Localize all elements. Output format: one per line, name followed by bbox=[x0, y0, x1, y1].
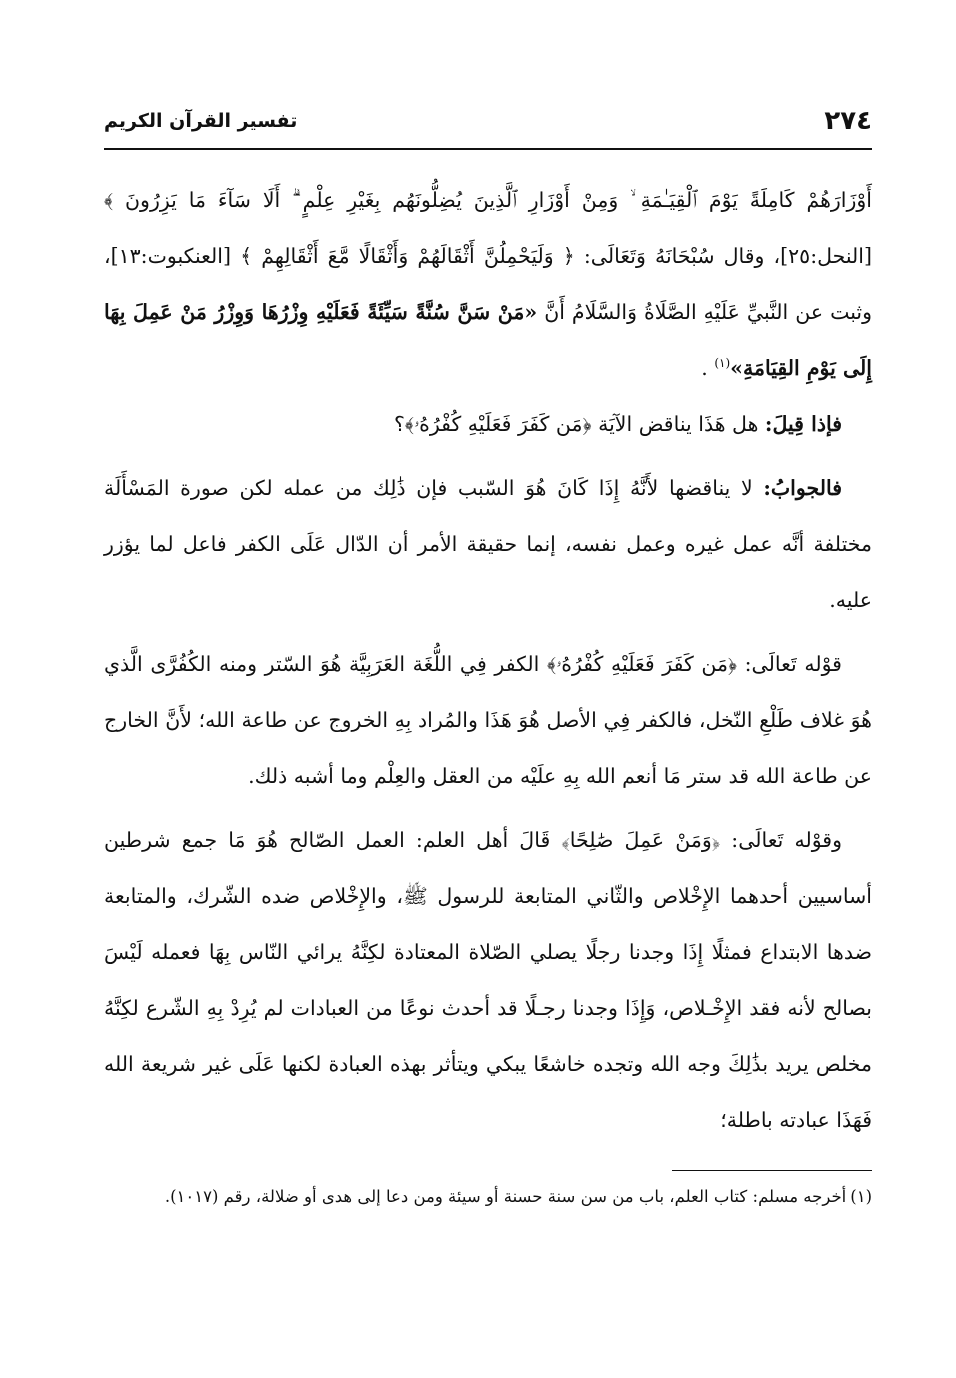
verse-reference: [النحل:٢٥]، وقال سُبْحَانَهُ وَتَعَالَى: bbox=[574, 244, 872, 268]
verse-reference: [العنكبوت:١٣]، وثبت عن النَّبيِّ عَلَيْهِ الصَّلَاةُ وَالسَّلَامُ أَنَّ bbox=[104, 244, 872, 324]
paragraph-2 bbox=[104, 396, 872, 452]
paragraph-5 bbox=[104, 812, 872, 1148]
footnote-mark: (١) bbox=[850, 1187, 872, 1206]
footnote-text: أخرجه مسلم: كتاب العلم، باب من سن سنة حسنة أو سيئة ومن دعا إلى هدى أو ضلالة، رقم (١٠١٧). bbox=[164, 1187, 847, 1206]
paragraph-end: . bbox=[701, 356, 715, 380]
quran-verse: ﴿مَن كَفَرَ فَعَلَيْهِ كُفْرُهُۥ﴾ bbox=[547, 652, 738, 676]
page-number: ٢٧٤ bbox=[824, 106, 872, 136]
footnote-separator bbox=[672, 1170, 872, 1171]
paragraph-text: هل هَذَا يناقض الآيَة bbox=[591, 412, 765, 436]
paragraph-1 bbox=[104, 172, 872, 396]
paragraph-4 bbox=[104, 636, 872, 804]
quran-verse: أَوْزَارَهُمْ كَامِلَةً يَوْمَ ٱلْقِيَـٰمَةِ ۙ وَمِنْ أَوْزَارِ ٱلَّذِينَ يُضِلُّونَهُم بِغَيْرِ عِلْمٍ ۗ أَلَا سَآءَ مَا يَزِرُونَ ﴾ bbox=[104, 188, 872, 212]
paragraph-text: لا يناقضها لأَنَّهُ إِذَا كَانَ هُوَ السّبب فإن ذَٰلِك من عمله لكن صورة المَسْأَلَة مختلفة أنَّه عمل غيره وعمل نفسه، إنما حقيقة الأمر أن الدّال عَلَى الكفر فاعل لما يؤزر عليه. bbox=[104, 476, 872, 612]
main-text bbox=[104, 172, 872, 1148]
book-title: تفسير القرآن الكريم bbox=[104, 110, 298, 132]
quran-verse: ﴿وَمَنْ عَمِلَ صَٰلِحًا﴾ bbox=[561, 828, 721, 852]
paragraph-3 bbox=[104, 460, 872, 628]
paragraph-text: قَالَ أهل العلم: العمل الصّالح هُوَ مَا جمع شرطين أساسيين أحدهما الإِخْلاص والثّاني المتابعة للرسول ﷺ، والإِخْلاص ضده الشّرك، والمتابعة ضدها الابتداع فمثلًا إِذَا وجدنا رجلًا يصلي الصّلاة المعتادة لكِنَّهُ يرائي النّاس بِهَا فعمله لَيْسَ بصالح لأنه فقد الإِخْـلاص، وَإِذَا وجدنا رجـلًا قد أحدث نوعًا من العبادات لم يُرِدْ بِهِ الشّرع لكِنَّهُ مخلص يريد بذَٰلِكَ وجه الله وتجده خاشعًا يبكي ويتأثر بهذه العبادة لكنها عَلَى غير شريعة الله فَهَذَا عبادته باطلة؛ bbox=[104, 828, 872, 1132]
answer-lead: فالجوابُ: bbox=[763, 476, 842, 500]
footnote bbox=[104, 1181, 872, 1213]
hadith-quote: «مَنْ سَنَّ سُنَّةً سَيِّئَةً فَعَلَيْهِ وِزْرُهَا وَوِزْرُ مَنْ عَمِلَ بِهَا إِلَى يَوْمِ القِيَامَةِ» bbox=[104, 300, 872, 380]
verse-intro: قوْله تَعالَى: bbox=[737, 652, 842, 676]
running-header bbox=[104, 92, 872, 150]
question-lead: فإذا قِيلَ: bbox=[764, 412, 842, 436]
quran-verse: ﴿مَن كَفَرَ فَعَلَيْهِ كُفْرُهُۥ﴾ bbox=[404, 412, 592, 436]
paragraph-end: ؟ bbox=[393, 412, 405, 436]
footnote-reference: (١) bbox=[714, 356, 731, 371]
paragraph-text: الكفر فِي اللُّغَة العَرَبِيَّة هُوَ السّتر ومنه الكُفُرَّى الَّذي هُوَ غلاف طَلْعِ النّخل، فالكفر فِي الأصل هُوَ هَذَا والمُراد بِهِ الخروج عن طاعة الله؛ لأَنَّ الخارج عن طاعة الله قد ستر مَا أنعم الله بِهِ علَيْه من العقل والعِلْم وما أشبه ذلك. bbox=[104, 652, 872, 788]
book-page bbox=[104, 92, 872, 1292]
verse-intro: وقوْله تَعالَى: bbox=[720, 828, 842, 852]
quran-verse: ﴿ وَلَيَحْمِلُنَّ أَثْقَالَهُمْ وَأَثْقَالًا مَّعَ أَثْقَالِهِمْ ﴾ bbox=[240, 244, 575, 268]
